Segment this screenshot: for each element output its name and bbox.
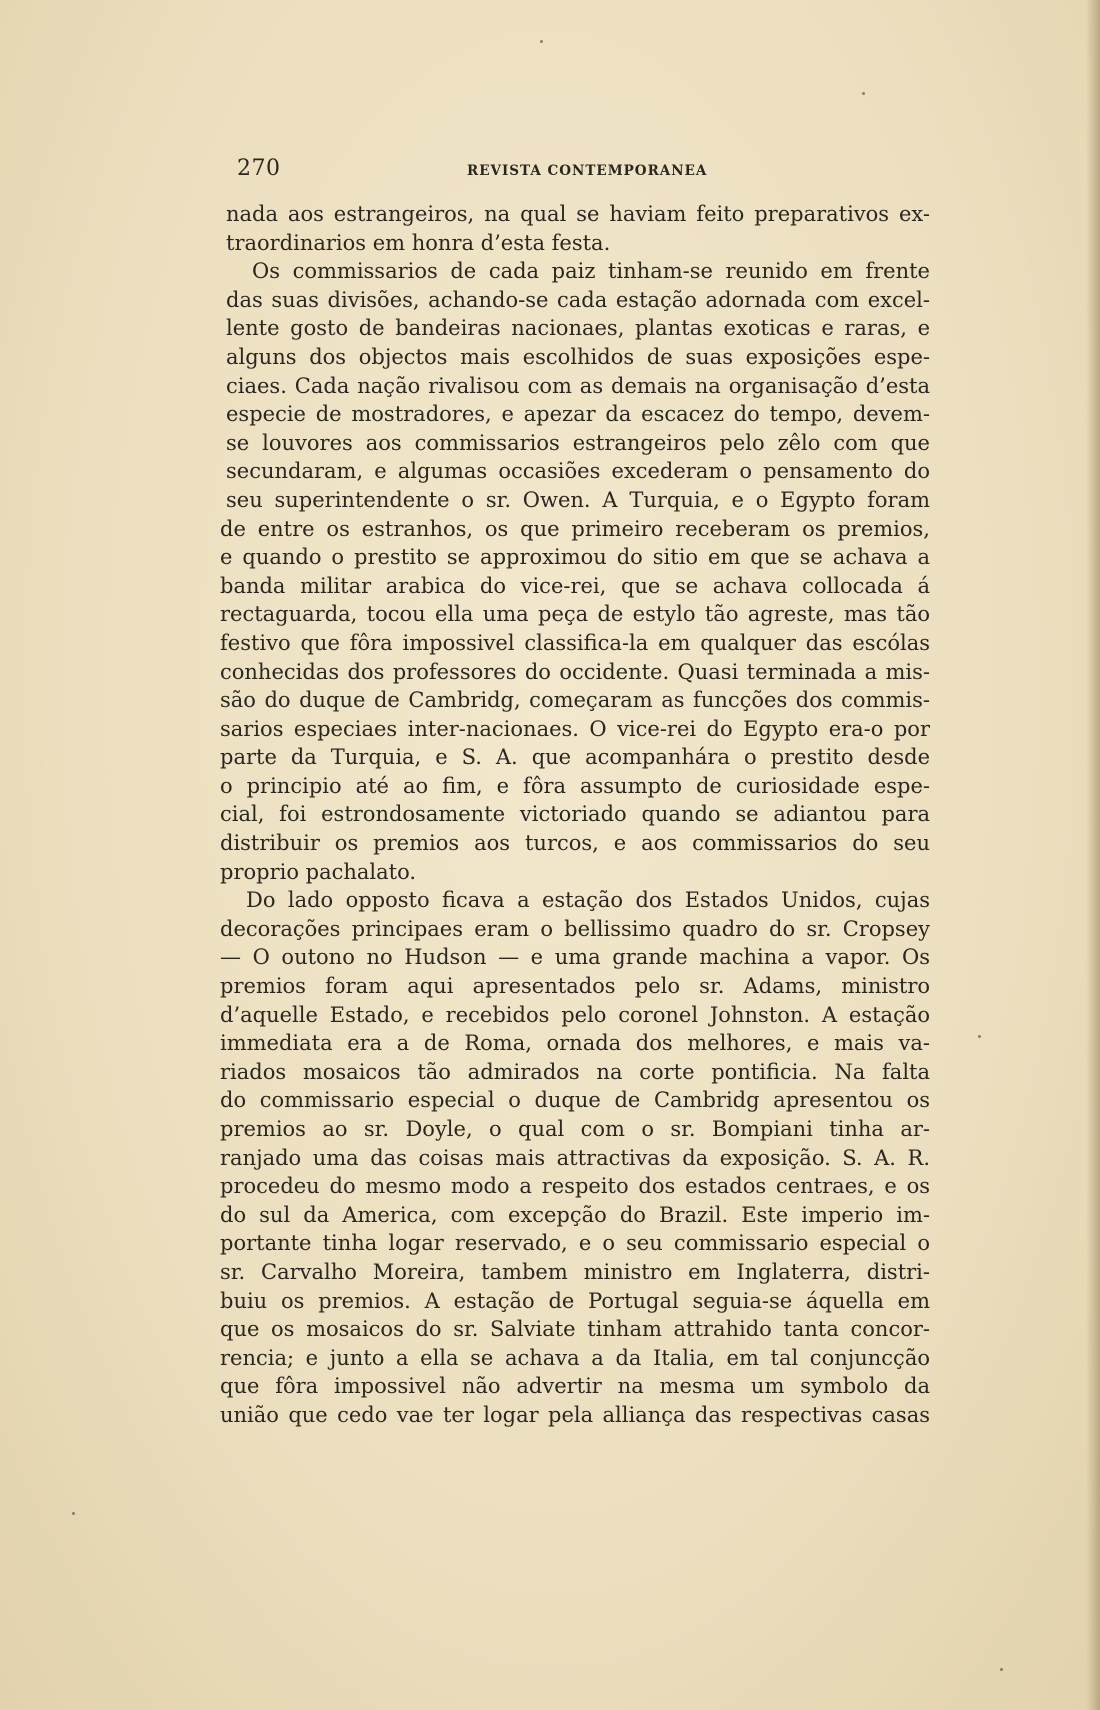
text-line: especie de mostradores, e apezar da escacez do tempo, devem- — [226, 402, 930, 427]
text-line: buiu os premios. A estação de Portugal seguia-se áquella em — [220, 1288, 930, 1313]
text-line: secundaram, e algumas occasiões excederam o pensamento do — [226, 459, 930, 484]
text-line: — O outono no Hudson — e uma grande machina a vapor. Os — [220, 945, 930, 970]
text-line: procedeu do mesmo modo a respeito dos estados centraes, e os — [220, 1174, 930, 1199]
paragraph-first-line: Os commissarios de cada paiz tinham-se reunido em frente — [252, 259, 930, 284]
text-line: sr. Carvalho Moreira, tambem ministro em Inglaterra, distri- — [220, 1259, 930, 1284]
text-line: cial, foi estrondosamente victoriado quando se adiantou para — [220, 802, 930, 827]
text-line: riados mosaicos tão admirados na corte pontificia. Na falta — [220, 1059, 930, 1084]
text-line: e quando o prestito se approximou do sitio em que se achava a — [220, 545, 930, 570]
text-line: de entre os estranhos, os que primeiro receberam os premios, — [220, 516, 930, 541]
text-line: festivo que fôra impossivel classifica-la em qualquer das escólas — [220, 630, 930, 655]
text-line: banda militar arabica do vice-rei, que se achava collocada á — [220, 573, 930, 598]
page-number: 270 — [237, 156, 281, 181]
text-line: do commissario especial o duque de Cambridg apresentou os — [220, 1088, 930, 1113]
text-line: conhecidas dos professores do occidente. Quasi terminada a mis- — [220, 659, 930, 684]
text-line: nada aos estrangeiros, na qual se haviam feito preparativos ex- — [226, 202, 930, 226]
text-line: alguns dos objectos mais escolhidos de suas exposições espe- — [226, 344, 930, 369]
text-line: o principio até ao fim, e fôra assumpto de curiosidade espe- — [220, 773, 930, 798]
text-line: d’aquelle Estado, e recebidos pelo coronel Johnston. A estação — [220, 1002, 930, 1027]
text-line: sarios especiaes inter-nacionaes. O vice-rei do Egypto era-o por — [220, 716, 930, 741]
text-line: rectaguarda, tocou ella uma peça de estylo tão agreste, mas tão — [220, 602, 930, 627]
paper-speck — [1000, 1668, 1003, 1671]
text-line: premios ao sr. Doyle, o qual com o sr. Bompiani tinha ar- — [220, 1117, 930, 1141]
text-line: são do duque de Cambridg, começaram as funcções dos commis- — [220, 688, 930, 713]
running-title: REVISTA CONTEMPORANEA — [467, 163, 708, 179]
text-line: seu superintendente o sr. Owen. A Turquia, e o Egypto foram — [226, 487, 930, 512]
page-header — [237, 156, 927, 186]
text-line: traordinarios em honra d’esta festa. — [226, 230, 611, 255]
text-line: rencia; e junto a ella se achava a da Italia, em tal conjuncção — [220, 1345, 930, 1370]
text-line: decorações principaes eram o bellissimo quadro do sr. Cropsey — [220, 916, 930, 941]
body-text — [220, 200, 930, 1430]
text-line: do sul da America, com excepção do Brazil. Este imperio im- — [220, 1202, 930, 1227]
text-line: portante tinha logar reservado, e o seu commissario especial o — [220, 1231, 930, 1256]
paragraph-first-line: Do lado opposto ficava a estação dos Estados Unidos, cujas — [246, 888, 930, 913]
text-line: que fôra impossivel não advertir na mesma um symbolo da — [220, 1374, 930, 1399]
page-edge-shadow — [1086, 0, 1100, 1710]
text-line: que os mosaicos do sr. Salviate tinham attrahido tanta concor- — [220, 1317, 930, 1342]
text-line: immediata era a de Roma, ornada dos melhores, e mais va- — [220, 1031, 930, 1056]
paper-speck — [862, 92, 865, 95]
paper-speck — [540, 40, 543, 43]
paper-speck — [72, 1512, 75, 1515]
text-line: união que cedo vae ter logar pela alliança das respectivas casas — [220, 1402, 930, 1427]
text-line: distribuir os premios aos turcos, e aos commissarios do seu — [220, 831, 930, 856]
text-line: se louvores aos commissarios estrangeiros pelo zêlo com que — [226, 430, 930, 455]
paper-speck — [978, 1035, 981, 1038]
text-line: ciaes. Cada nação rivalisou com as demais na organisação d’esta — [226, 373, 930, 398]
text-line: lente gosto de bandeiras nacionaes, plantas exoticas e raras, e — [226, 316, 930, 341]
text-line: premios foram aqui apresentados pelo sr. Adams, ministro — [220, 974, 930, 999]
text-line: ranjado uma das coisas mais attractivas da exposição. S. A. R. — [220, 1145, 930, 1170]
text-line: proprio pachalato. — [220, 859, 417, 884]
text-line: das suas divisões, achando-se cada estação adornada com excel- — [226, 287, 930, 312]
text-line: parte da Turquia, e S. A. que acompanhára o prestito desde — [220, 745, 930, 770]
